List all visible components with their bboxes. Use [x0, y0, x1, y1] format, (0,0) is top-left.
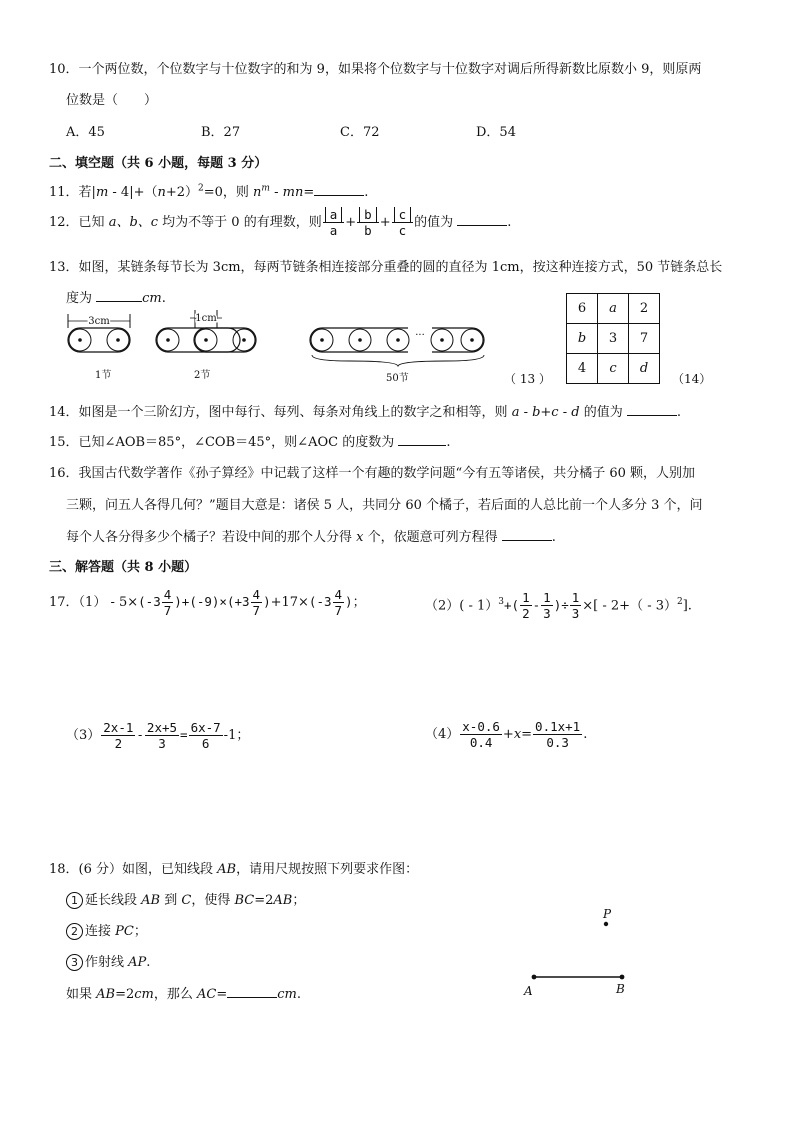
- magic-cell-r1c2: a: [598, 294, 629, 324]
- q11-var-n2: n: [253, 185, 262, 200]
- label-b: B: [616, 982, 625, 996]
- q11-mid3: =0，则: [203, 185, 254, 200]
- q13-number: 13．: [49, 260, 79, 275]
- q11-end: =: [303, 185, 315, 200]
- q17-p2-fraction-2: $\frac{1}{3}$: [543, 590, 551, 622]
- q16-number: 16．: [49, 466, 79, 481]
- magic-cell-r3c2: c: [598, 354, 629, 384]
- q18-final: 如果 AB=2cm，那么 AC= cm.: [66, 987, 302, 1002]
- magic-cell-r1c1: 6: [567, 294, 598, 324]
- q12-plus-2: +: [379, 215, 391, 230]
- magic-cell-r2c2: 3: [598, 324, 629, 354]
- q10-option-a: A．45: [66, 125, 105, 140]
- segment-figure: [515, 902, 645, 1002]
- q11-mid1: - 4|+（: [108, 185, 158, 200]
- q17-part2: （2）( - 1）$^3$+( $\frac{1}{2}$ - $\frac{1}{3}$ )÷ $\frac{1}{3}$ ×[ - 2+（ - 3）$^2$].: [425, 590, 692, 622]
- q17-p1-fraction-1: $\frac{4}{7}$: [163, 587, 172, 618]
- point-a: [532, 975, 537, 980]
- q11-var-mn: mn: [282, 185, 304, 200]
- label-p: P: [603, 907, 612, 921]
- chain-caption-50: 50节: [386, 373, 409, 384]
- q18-step-3: 3 作射线 AP.: [66, 951, 150, 971]
- q17-p3-fraction-1: $\frac{2x-1}{2}$: [103, 720, 134, 751]
- q13-line1: [49, 256, 722, 275]
- chain-50-links: [310, 328, 484, 366]
- magic-cell-r3c3: d: [629, 354, 660, 384]
- q17-p1-fraction-2: $\frac{4}{7}$: [252, 587, 261, 618]
- q15-answer-blank[interactable]: [398, 445, 446, 446]
- chain-figure: [60, 308, 500, 386]
- q11-number: 11．: [49, 185, 79, 200]
- q14-number: 14．: [49, 405, 79, 420]
- q14-line: 14．如图是一个三阶幻方，图中每行、每列、每条对角线上的数字之和相等，则 a - b+c - d 的值为 .: [49, 405, 681, 420]
- q17-part4: （4） $\frac{x-0.6}{0.4}$ +x= $\frac{0.1x+1}{0.3}$ .: [425, 719, 588, 750]
- step-1-marker: 1: [66, 892, 83, 909]
- q12-post: 的值为: [414, 215, 458, 230]
- q10-option-b: B．27: [201, 125, 241, 140]
- q17-p3-fraction-2: $\frac{2x+5}{3}$: [146, 720, 178, 751]
- q14-answer-blank[interactable]: [627, 415, 677, 416]
- q12-fraction-b: $\frac{b}{b}$: [357, 207, 379, 238]
- q17-part3: （3） $\frac{2x-1}{2}$ - $\frac{2x+5}{3}$ = $\frac{6x-7}{6}$ -1；: [66, 720, 250, 751]
- q14-figure-tag: （14）: [672, 372, 712, 386]
- q17-p3-fraction-3: $\frac{6x-7}{6}$: [190, 720, 221, 751]
- q17-p1-fraction-3: $\frac{4}{7}$: [334, 587, 343, 618]
- q17-p2-fraction-3: $\frac{1}{3}$: [571, 590, 580, 622]
- q17-p2-fraction-1: $\frac{1}{2}$: [522, 590, 530, 622]
- section2-title: 二、填空题（共 6 小题，每题 3 分）: [49, 156, 268, 171]
- q18-step-2: 2 连接 PC；: [66, 920, 147, 940]
- q10-line2: 位数是（ ）: [66, 93, 158, 108]
- chain-overlap-label: 1cm: [195, 313, 217, 324]
- q15-number: 15．: [49, 435, 79, 450]
- q12-answer-blank[interactable]: [457, 225, 507, 226]
- q11-answer-blank[interactable]: [314, 195, 364, 196]
- q13-figure-tag: （ 13 ）: [504, 372, 551, 386]
- chain-caption-1: 1节: [95, 370, 112, 381]
- q12-plus-1: +: [345, 215, 357, 230]
- q12-pre: 已知: [78, 215, 109, 230]
- magic-cell-r2c1: b: [567, 324, 598, 354]
- q18-answer-blank[interactable]: [227, 997, 277, 998]
- q14-expression: a - b+c - d: [511, 405, 580, 420]
- q13-answer-blank[interactable]: [96, 301, 142, 302]
- q16-line2: 三颗，问五人各得几何？”题目大意是：诸侯 5 人，共同分 60 个橘子，若后面的人总比前一个人多分 3 个，问: [66, 498, 703, 513]
- q11-var-n: n: [157, 185, 166, 200]
- q17-part1: 17．（1） - 5×(-3 $\frac{4}{7}$ )+(-9)×(+3 $\frac{4}{7}$ )+17×(-3 $\frac{4}{7}$ )；: [49, 587, 366, 618]
- q12-fraction-a: $\frac{a}{a}$: [323, 207, 345, 238]
- q10-number: 10．: [49, 62, 79, 77]
- q17-number: 17．: [49, 595, 79, 610]
- q16-line3: 每个人各分得多少个橘子？若设中间的那个人分得 x 个，依题意可列方程得 .: [66, 530, 556, 545]
- label-a: A: [524, 984, 533, 998]
- q11-exponent: 2: [198, 183, 204, 194]
- q11-mid2: +2）: [165, 185, 199, 200]
- q17-p4-fraction-1: $\frac{x-0.6}{0.4}$: [462, 719, 500, 750]
- magic-cell-r3c1: 4: [567, 354, 598, 384]
- step-3-marker: 3: [66, 954, 83, 971]
- point-p: [604, 922, 608, 926]
- q12-dot: .: [507, 215, 512, 230]
- magic-cell-r2c3: 7: [629, 324, 660, 354]
- q11-var-m: m: [95, 185, 109, 200]
- q10-option-c: C．72: [340, 125, 380, 140]
- q12-vars: a、b、c: [108, 215, 159, 230]
- chain-ellipsis: ···: [415, 330, 425, 341]
- q18-head: 18．(6 分）如图，已知线段 AB，请用尺规按照下列要求作图：: [49, 862, 419, 877]
- q10-option-d: D．54: [476, 125, 516, 140]
- q17-p4-fraction-2: $\frac{0.1x+1}{0.3}$: [535, 719, 581, 750]
- q16-answer-blank[interactable]: [502, 540, 552, 541]
- q13-text: 如图，某链条每节长为 3cm，每两节链条相连接部分重叠的圆的直径为 1cm，按这种连接方式，50 节链条总长: [78, 260, 723, 275]
- magic-square: [566, 293, 660, 384]
- step-2-marker: 2: [66, 923, 83, 940]
- q10-text: 一个两位数，个位数字与十位数字的和为 9，如果将个位数字与十位数字对调后所得新数比原数小 9，则原两: [78, 62, 702, 77]
- q11-mid4: -: [269, 185, 283, 200]
- q16-line1: 16．我国古代数学著作《孙子算经》中记载了这样一个有趣的数学问题“今有五等诸侯，共分橘子 60 颗，人别加: [49, 466, 696, 481]
- magic-cell-r1c3: 2: [629, 294, 660, 324]
- chain-caption-2: 2节: [194, 370, 211, 381]
- q11-dot: .: [364, 185, 369, 200]
- q12-fraction-c: $\frac{c}{c}$: [392, 207, 414, 238]
- q12-number: 12．: [49, 215, 79, 230]
- q13-line2: 度为 cm.: [66, 291, 166, 306]
- q11-pre: 若|: [78, 185, 96, 200]
- q11-exponent-m: m: [261, 183, 270, 194]
- chain-length-label: 3cm: [88, 316, 110, 327]
- point-b: [620, 975, 625, 980]
- q15-line: 15．已知∠AOB＝85°，∠COB＝45°，则∠AOC 的度数为 .: [49, 435, 451, 450]
- q12-line: [49, 203, 511, 243]
- q12-mid: 均为不等于 0 的有理数，则: [158, 215, 322, 230]
- q11-line: [49, 181, 368, 200]
- q10-line1: [49, 58, 701, 77]
- q18-step-1: 1 延长线段 AB 到 C，使得 BC=2AB；: [66, 889, 305, 909]
- section3-title: 三、解答题（共 8 小题）: [49, 560, 198, 575]
